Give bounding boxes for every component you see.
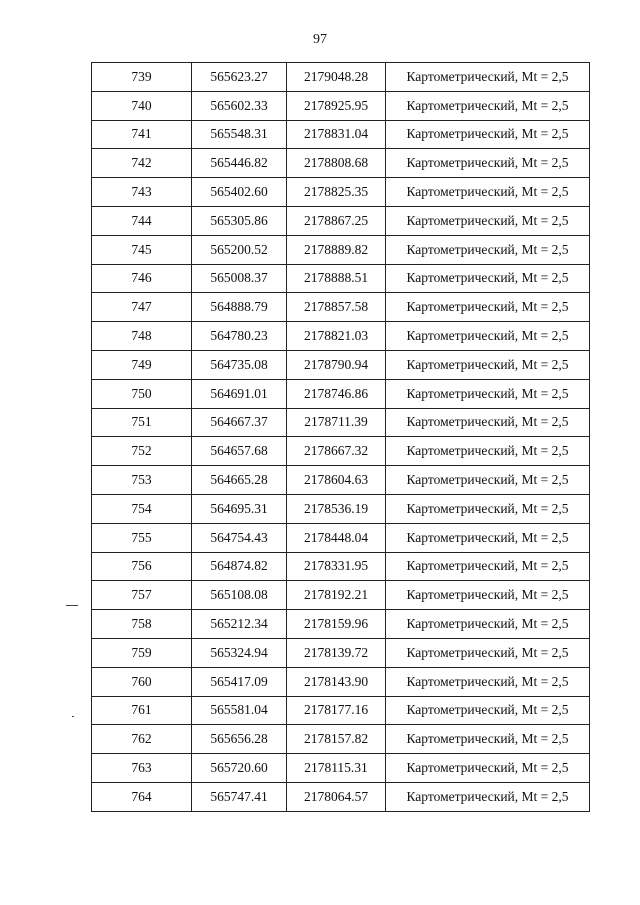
method-cell: Картометрический, Mt = 2,5 [386, 466, 590, 495]
table-row [92, 293, 590, 322]
table-row [92, 63, 590, 92]
x-coordinate-cell: 565324.94 [192, 638, 287, 667]
table-row [92, 379, 590, 408]
table-row [92, 264, 590, 293]
x-coordinate-cell: 565581.04 [192, 696, 287, 725]
x-coordinate-cell: 564888.79 [192, 293, 287, 322]
table-row [92, 725, 590, 754]
y-coordinate-cell: 2178790.94 [287, 350, 386, 379]
method-cell: Картометрический, Mt = 2,5 [386, 350, 590, 379]
x-coordinate-cell: 564874.82 [192, 552, 287, 581]
method-cell: Картометрический, Mt = 2,5 [386, 725, 590, 754]
point-number-cell: 740 [92, 91, 192, 120]
table-row [92, 696, 590, 725]
y-coordinate-cell: 2178192.21 [287, 581, 386, 610]
method-cell: Картометрический, Mt = 2,5 [386, 206, 590, 235]
method-cell: Картометрический, Mt = 2,5 [386, 149, 590, 178]
method-cell: Картометрический, Mt = 2,5 [386, 235, 590, 264]
y-coordinate-cell: 2178925.95 [287, 91, 386, 120]
x-coordinate-cell: 564665.28 [192, 466, 287, 495]
coordinates-table [91, 62, 590, 812]
x-coordinate-cell: 565623.27 [192, 63, 287, 92]
y-coordinate-cell: 2178604.63 [287, 466, 386, 495]
table-row [92, 206, 590, 235]
point-number-cell: 760 [92, 667, 192, 696]
x-coordinate-cell: 565008.37 [192, 264, 287, 293]
method-cell: Картометрический, Mt = 2,5 [386, 696, 590, 725]
x-coordinate-cell: 564754.43 [192, 523, 287, 552]
y-coordinate-cell: 2179048.28 [287, 63, 386, 92]
point-number-cell: 755 [92, 523, 192, 552]
point-number-cell: 758 [92, 610, 192, 639]
table-row [92, 350, 590, 379]
x-coordinate-cell: 564780.23 [192, 322, 287, 351]
method-cell: Картометрический, Mt = 2,5 [386, 322, 590, 351]
table-row [92, 581, 590, 610]
table-row [92, 178, 590, 207]
x-coordinate-cell: 564667.37 [192, 408, 287, 437]
method-cell: Картометрический, Mt = 2,5 [386, 379, 590, 408]
point-number-cell: 749 [92, 350, 192, 379]
point-number-cell: 739 [92, 63, 192, 92]
point-number-cell: 759 [92, 638, 192, 667]
y-coordinate-cell: 2178867.25 [287, 206, 386, 235]
method-cell: Картометрический, Mt = 2,5 [386, 437, 590, 466]
y-coordinate-cell: 2178177.16 [287, 696, 386, 725]
method-cell: Картометрический, Mt = 2,5 [386, 610, 590, 639]
x-coordinate-cell: 565747.41 [192, 782, 287, 811]
x-coordinate-cell: 565200.52 [192, 235, 287, 264]
point-number-cell: 763 [92, 754, 192, 783]
point-number-cell: 762 [92, 725, 192, 754]
y-coordinate-cell: 2178139.72 [287, 638, 386, 667]
method-cell: Картометрический, Mt = 2,5 [386, 120, 590, 149]
x-coordinate-cell: 564657.68 [192, 437, 287, 466]
table-row [92, 782, 590, 811]
table-row [92, 552, 590, 581]
method-cell: Картометрический, Mt = 2,5 [386, 91, 590, 120]
method-cell: Картометрический, Mt = 2,5 [386, 523, 590, 552]
y-coordinate-cell: 2178821.03 [287, 322, 386, 351]
y-coordinate-cell: 2178331.95 [287, 552, 386, 581]
point-number-cell: 757 [92, 581, 192, 610]
table-row [92, 91, 590, 120]
point-number-cell: 750 [92, 379, 192, 408]
y-coordinate-cell: 2178808.68 [287, 149, 386, 178]
table-row [92, 523, 590, 552]
table-row [92, 120, 590, 149]
x-coordinate-cell: 565108.08 [192, 581, 287, 610]
point-number-cell: 742 [92, 149, 192, 178]
y-coordinate-cell: 2178831.04 [287, 120, 386, 149]
table-row [92, 610, 590, 639]
point-number-cell: 754 [92, 494, 192, 523]
y-coordinate-cell: 2178159.96 [287, 610, 386, 639]
point-number-cell: 744 [92, 206, 192, 235]
table-row [92, 408, 590, 437]
table-row [92, 667, 590, 696]
method-cell: Картометрический, Mt = 2,5 [386, 667, 590, 696]
y-coordinate-cell: 2178857.58 [287, 293, 386, 322]
point-number-cell: 764 [92, 782, 192, 811]
method-cell: Картометрический, Mt = 2,5 [386, 638, 590, 667]
x-coordinate-cell: 565305.86 [192, 206, 287, 235]
method-cell: Картометрический, Mt = 2,5 [386, 581, 590, 610]
y-coordinate-cell: 2178746.86 [287, 379, 386, 408]
method-cell: Картометрический, Mt = 2,5 [386, 408, 590, 437]
y-coordinate-cell: 2178448.04 [287, 523, 386, 552]
point-number-cell: 743 [92, 178, 192, 207]
table-row [92, 638, 590, 667]
table-row [92, 437, 590, 466]
x-coordinate-cell: 565446.82 [192, 149, 287, 178]
x-coordinate-cell: 565417.09 [192, 667, 287, 696]
x-coordinate-cell: 564735.08 [192, 350, 287, 379]
scan-mark [72, 716, 74, 717]
y-coordinate-cell: 2178711.39 [287, 408, 386, 437]
method-cell: Картометрический, Mt = 2,5 [386, 754, 590, 783]
method-cell: Картометрический, Mt = 2,5 [386, 264, 590, 293]
scan-mark [66, 605, 78, 606]
point-number-cell: 751 [92, 408, 192, 437]
point-number-cell: 753 [92, 466, 192, 495]
y-coordinate-cell: 2178143.90 [287, 667, 386, 696]
table-row [92, 494, 590, 523]
method-cell: Картометрический, Mt = 2,5 [386, 782, 590, 811]
table-row [92, 235, 590, 264]
method-cell: Картометрический, Mt = 2,5 [386, 552, 590, 581]
x-coordinate-cell: 565548.31 [192, 120, 287, 149]
x-coordinate-cell: 564691.01 [192, 379, 287, 408]
y-coordinate-cell: 2178889.82 [287, 235, 386, 264]
point-number-cell: 747 [92, 293, 192, 322]
x-coordinate-cell: 565602.33 [192, 91, 287, 120]
point-number-cell: 745 [92, 235, 192, 264]
coordinates-table-body [92, 63, 590, 812]
table-row [92, 754, 590, 783]
x-coordinate-cell: 565656.28 [192, 725, 287, 754]
point-number-cell: 748 [92, 322, 192, 351]
point-number-cell: 761 [92, 696, 192, 725]
point-number-cell: 746 [92, 264, 192, 293]
x-coordinate-cell: 565402.60 [192, 178, 287, 207]
y-coordinate-cell: 2178157.82 [287, 725, 386, 754]
page-number: 97 [313, 32, 327, 47]
table-row [92, 466, 590, 495]
method-cell: Картометрический, Mt = 2,5 [386, 63, 590, 92]
method-cell: Картометрический, Mt = 2,5 [386, 494, 590, 523]
point-number-cell: 752 [92, 437, 192, 466]
method-cell: Картометрический, Mt = 2,5 [386, 178, 590, 207]
method-cell: Картометрический, Mt = 2,5 [386, 293, 590, 322]
table-row [92, 149, 590, 178]
point-number-cell: 756 [92, 552, 192, 581]
x-coordinate-cell: 564695.31 [192, 494, 287, 523]
y-coordinate-cell: 2178115.31 [287, 754, 386, 783]
y-coordinate-cell: 2178825.35 [287, 178, 386, 207]
y-coordinate-cell: 2178064.57 [287, 782, 386, 811]
y-coordinate-cell: 2178536.19 [287, 494, 386, 523]
y-coordinate-cell: 2178888.51 [287, 264, 386, 293]
table-row [92, 322, 590, 351]
x-coordinate-cell: 565720.60 [192, 754, 287, 783]
y-coordinate-cell: 2178667.32 [287, 437, 386, 466]
point-number-cell: 741 [92, 120, 192, 149]
x-coordinate-cell: 565212.34 [192, 610, 287, 639]
